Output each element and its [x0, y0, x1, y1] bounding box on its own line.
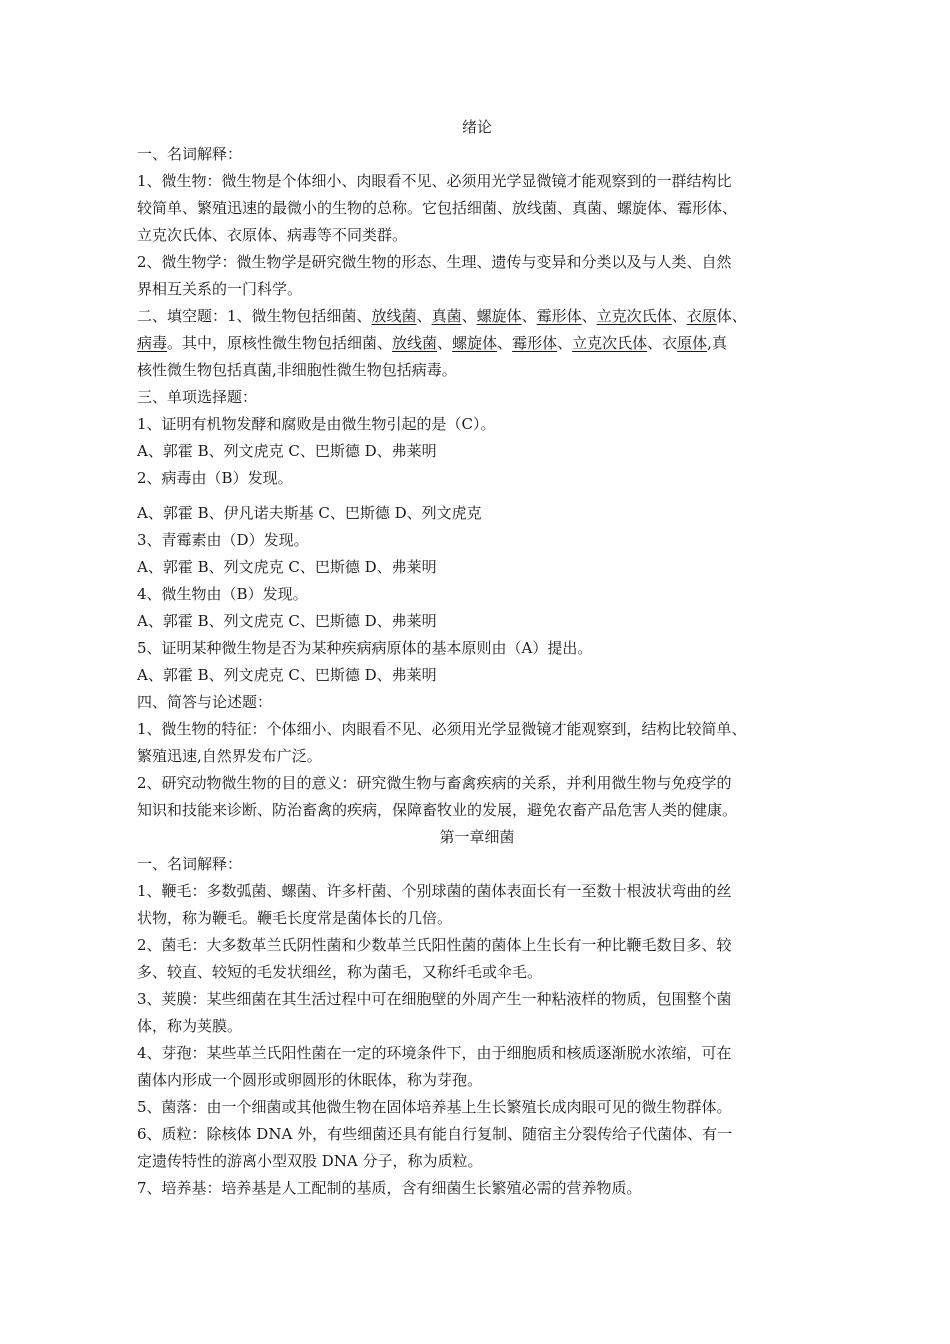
fill-text: 、 — [416, 307, 432, 325]
fill-text: 、 — [497, 334, 513, 352]
section-heading: 一、名词解释： — [137, 855, 243, 873]
fill-answer: 衣原 — [686, 307, 717, 325]
definition-line: 定遗传特性的游离小型双股 DNA 分子，称为质粒。 — [137, 1152, 483, 1170]
fill-answer: 螺旋体 — [452, 334, 498, 352]
fill-text: 。其中，原核性微生物包括细菌、 — [167, 334, 393, 352]
fill-blank-line: 核性微生物包括真菌,非细胞性微生物包括病毒。 — [137, 361, 457, 379]
definition-line: 7、培养基：培养基是人工配制的基质，含有细菌生长繁殖必需的营养物质。 — [137, 1179, 642, 1197]
definition-line: 菌体内形成一个圆形或卵圆形的休眠体，称为芽孢。 — [137, 1071, 483, 1089]
definition-line: 多、较直、较短的毛发状细丝，称为菌毛，又称纤毛或伞毛。 — [137, 963, 543, 981]
question-options: A、郭霍 B、列文虎克 C、巴斯德 D、弗莱明 — [137, 442, 437, 460]
fill-text: 、 — [437, 334, 453, 352]
fill-answer: 霉形体 — [536, 307, 582, 325]
definition-line: 体，称为荚膜。 — [137, 1017, 243, 1035]
definition-line: 6、质粒：除核体 DNA 外，有些细菌还具有能自行复制、随宿主分裂传给子代菌体、有一 — [137, 1125, 733, 1143]
fill-text: 、 — [671, 307, 687, 325]
answer-line: 2、研究动物微生物的目的意义：研究微生物与畜禽疾病的关系，并利用微生物与免疫学的 — [137, 774, 732, 792]
definition-line: 较简单、繁殖迅速的最微小的生物的总称。它包括细菌、放线菌、真菌、螺旋体、霉形体、 — [137, 199, 738, 217]
question-text: 1、证明有机物发酵和腐败是由微生物引起的是（C）。 — [137, 415, 496, 433]
definition-line: 2、菌毛：大多数革兰氏阴性菌和少数革兰氏阳性菌的菌体上生长有一种比鞭毛数目多、较 — [137, 936, 732, 954]
section-heading: 四、简答与论述题： — [137, 693, 273, 711]
fill-text: 、 — [581, 307, 597, 325]
section-heading: 三、单项选择题： — [137, 388, 258, 406]
fill-text: 、 — [521, 307, 537, 325]
fill-text: 、 — [461, 307, 477, 325]
fill-answer: 真菌 — [431, 307, 462, 325]
fill-answer: 原体 — [677, 334, 708, 352]
fill-answer: 霉形体 — [512, 334, 558, 352]
chapter-title-bacteria: 第一章细菌 — [439, 828, 515, 846]
fill-text: ,真 — [707, 334, 727, 352]
definition-line: 状物，称为鞭毛。鞭毛长度常是菌体长的几倍。 — [137, 909, 453, 927]
fill-text: 、衣 — [647, 334, 678, 352]
fill-answer: 放线菌 — [392, 334, 438, 352]
answer-line: 繁殖迅速,自然界发布广泛。 — [137, 747, 322, 765]
definition-line: 立克次氏体、衣原体、病毒等不同类群。 — [137, 226, 408, 244]
definition-line: 5、菌落：由一个细菌或其他微生物在固体培养基上生长繁殖长成肉眼可见的微生物群体。 — [137, 1098, 732, 1116]
fill-answer: 放线菌 — [371, 307, 417, 325]
fill-blank-line — [137, 330, 817, 357]
definition-line: 3、荚膜：某些细菌在其生活过程中可在细胞壁的外周产生一种粘液样的物质，包围整个菌 — [137, 990, 732, 1008]
question-text: 3、青霉素由（D）发现。 — [137, 531, 309, 549]
fill-answer: 病毒 — [137, 334, 168, 352]
question-text: 5、证明某种微生物是否为某种疾病病原体的基本原则由（A）提出。 — [137, 639, 593, 657]
definition-line: 界相互关系的一门科学。 — [137, 280, 303, 298]
answer-line: 知识和技能来诊断、防治畜禽的疾病，保障畜牧业的发展，避免农畜产品危害人类的健康。 — [137, 801, 738, 819]
question-options: A、郭霍 B、列文虎克 C、巴斯德 D、弗莱明 — [137, 612, 437, 630]
fill-answer: 螺旋体 — [476, 307, 522, 325]
fill-answer: 立克次氏体 — [572, 334, 648, 352]
definition-line: 2、微生物学：微生物学是研究微生物的形态、生理、遗传与变异和分类以及与人类、自然 — [137, 253, 732, 271]
fill-text: 二、填空题：1、微生物包括细菌、 — [137, 307, 372, 325]
answer-line: 1、微生物的特征：个体细小、肉眼看不见、必须用光学显微镜才能观察到，结构比较简单、 — [137, 720, 747, 738]
fill-blank-line — [137, 303, 817, 330]
question-options: A、郭霍 B、伊凡诺夫斯基 C、巴斯德 D、列文虎克 — [137, 504, 482, 522]
fill-text: 体、 — [716, 307, 747, 325]
question-options: A、郭霍 B、列文虎克 C、巴斯德 D、弗莱明 — [137, 666, 437, 684]
question-options: A、郭霍 B、列文虎克 C、巴斯德 D、弗莱明 — [137, 558, 437, 576]
definition-line: 1、微生物：微生物是个体细小、肉眼看不见、必须用光学显微镜才能观察到的一群结构比 — [137, 172, 732, 190]
chapter-title-intro: 绪论 — [461, 118, 492, 136]
definition-line: 4、芽孢：某些革兰氏阳性菌在一定的环境条件下，由于细胞质和核质逐渐脱水浓缩，可在 — [137, 1044, 732, 1062]
section-heading: 一、名词解释： — [137, 145, 243, 163]
fill-answer: 立克次氏体 — [596, 307, 672, 325]
definition-line: 1、鞭毛：多数弧菌、螺菌、许多杆菌、个别球菌的菌体表面长有一至数十根波状弯曲的丝 — [137, 882, 732, 900]
document-body — [137, 114, 817, 1202]
question-text: 2、病毒由（B）发现。 — [137, 469, 293, 487]
fill-text: 、 — [557, 334, 573, 352]
question-text: 4、微生物由（B）发现。 — [137, 585, 308, 603]
